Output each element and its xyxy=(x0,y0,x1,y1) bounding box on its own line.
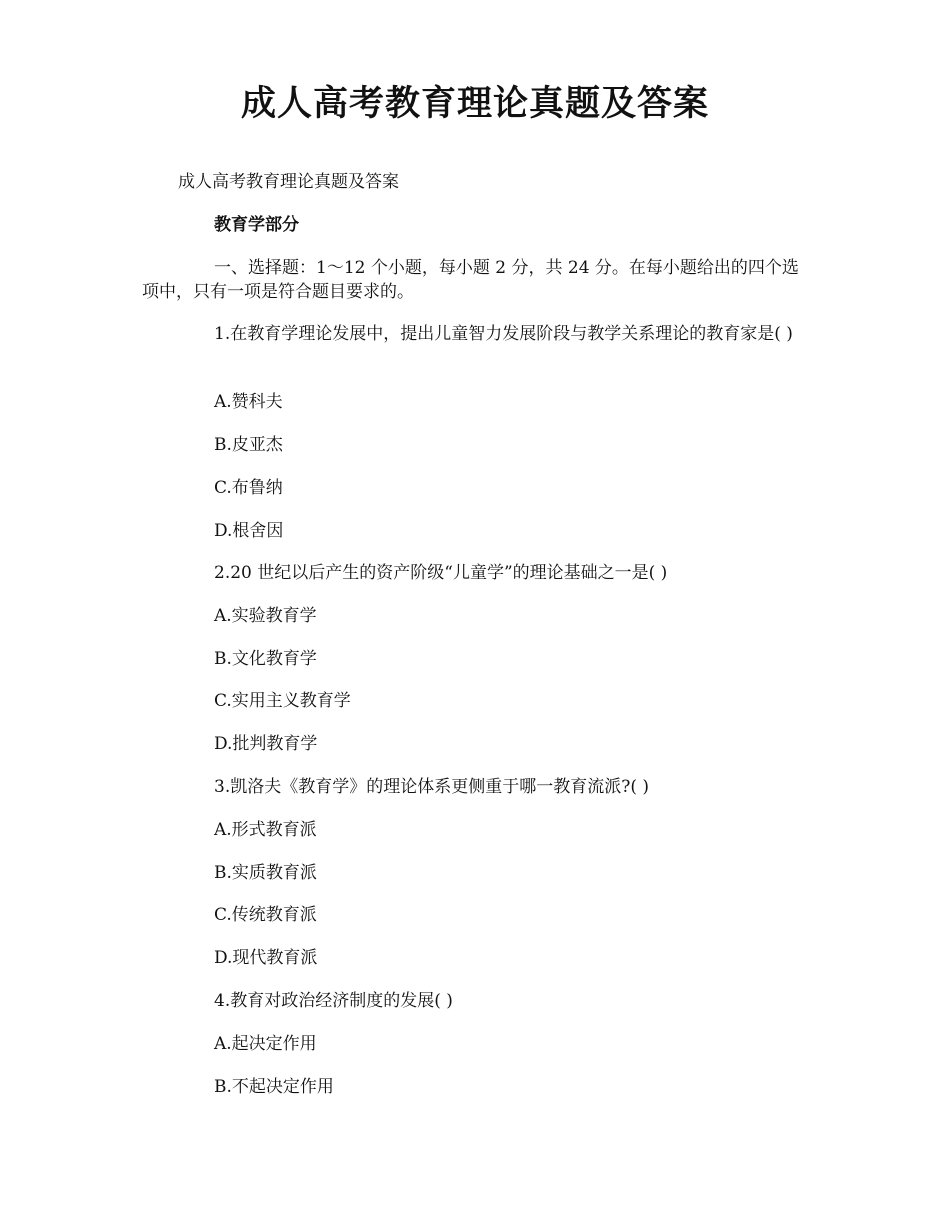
question-3-stem: 3.凯洛夫《教育学》的理论体系更侧重于哪一教育流派?( ) xyxy=(214,777,650,797)
instructions-paragraph: 一、选择题：1～12 个小题，每小题 2 分，共 24 分。在每小题给出的四个选项中，只有一项是符合题目要求的。 xyxy=(142,258,799,302)
question-1-option-c: C.布鲁纳 xyxy=(214,478,283,498)
question-1-stem: 1.在教育学理论发展中，提出儿童智力发展阶段与教学关系理论的教育家是( ) xyxy=(214,324,793,344)
question-4-option-b: B.不起决定作用 xyxy=(214,1077,334,1097)
question-2-option-a: A.实验教育学 xyxy=(214,606,317,626)
question-2-option-b: B.文化教育学 xyxy=(214,649,317,669)
question-4-stem: 4.教育对政治经济制度的发展( ) xyxy=(214,991,453,1011)
document-title: 成人高考教育理论真题及答案 xyxy=(240,84,709,124)
section-heading: 教育学部分 xyxy=(214,215,299,235)
question-4-option-a: A.起决定作用 xyxy=(214,1034,317,1054)
question-1-option-a: A.赞科夫 xyxy=(214,392,283,412)
question-1-option-b: B.皮亚杰 xyxy=(214,435,283,455)
question-2-stem: 2.20 世纪以后产生的资产阶级“儿童学”的理论基础之一是( ) xyxy=(214,563,668,583)
question-1-option-d: D.根舍因 xyxy=(214,521,284,541)
question-3-option-c: C.传统教育派 xyxy=(214,905,317,925)
question-3-option-a: A.形式教育派 xyxy=(214,820,317,840)
document-subtitle: 成人高考教育理论真题及答案 xyxy=(178,172,399,192)
question-3-option-d: D.现代教育派 xyxy=(214,948,318,968)
question-2-option-d: D.批判教育学 xyxy=(214,734,318,754)
question-2-option-c: C.实用主义教育学 xyxy=(214,691,351,711)
question-3-option-b: B.实质教育派 xyxy=(214,863,317,883)
